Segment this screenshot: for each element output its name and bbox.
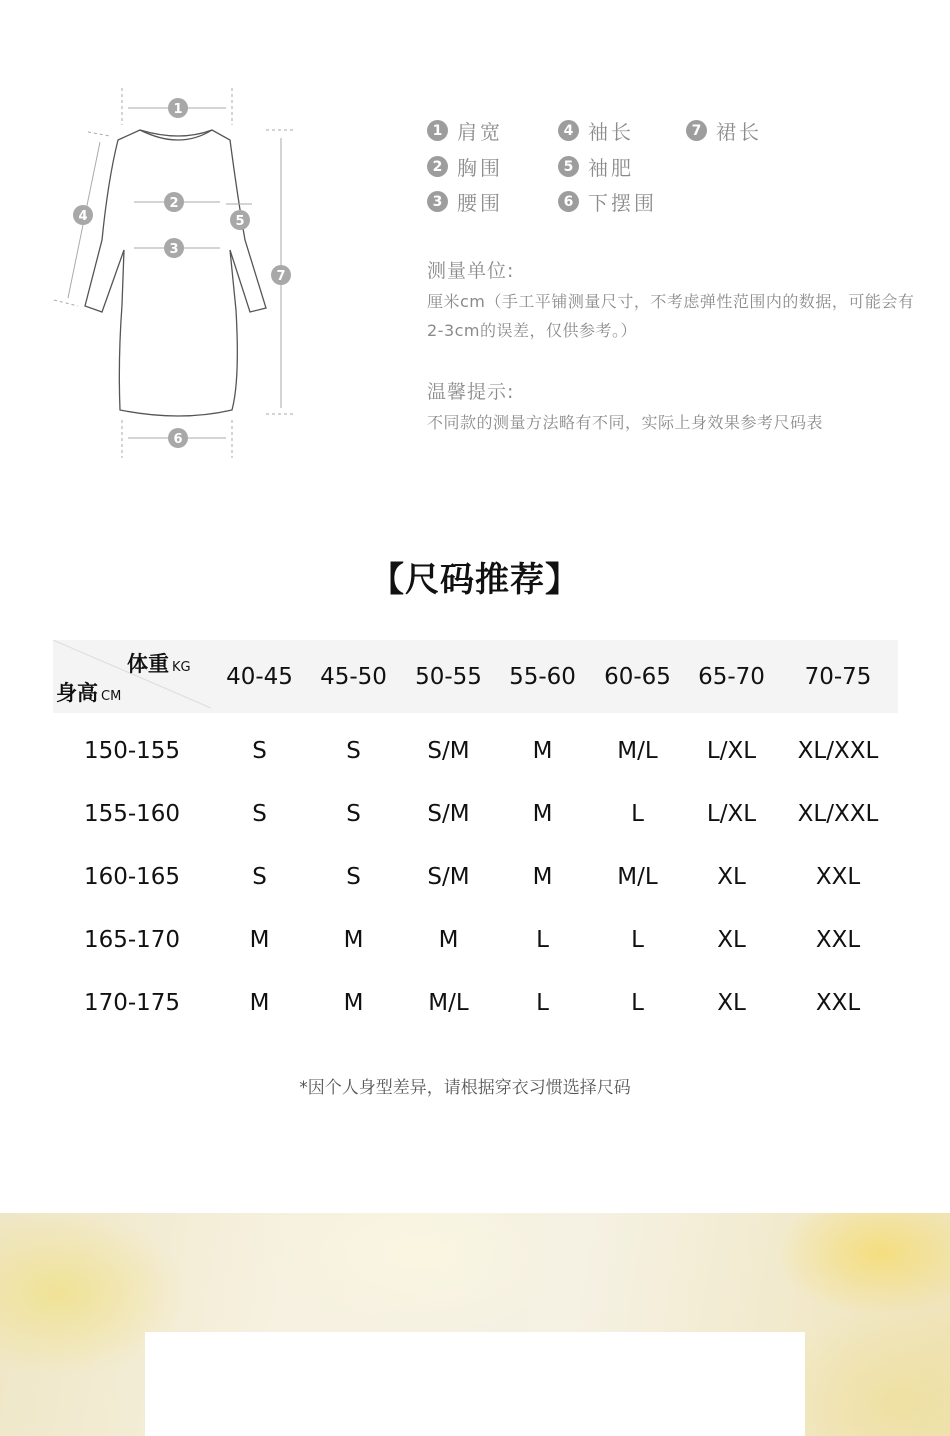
size-cell: S bbox=[346, 863, 361, 890]
height-cell: 150-155 bbox=[83, 737, 181, 764]
legend-label: 下摆围 bbox=[588, 191, 657, 215]
svg-text:3: 3 bbox=[169, 242, 179, 257]
size-cell: M bbox=[343, 989, 364, 1016]
legend-item bbox=[427, 116, 503, 145]
legend-item bbox=[558, 152, 634, 181]
legend-item bbox=[427, 187, 503, 216]
height-cell: 165-170 bbox=[83, 926, 181, 953]
column-header: 65-70 bbox=[698, 663, 765, 690]
table-row bbox=[53, 971, 898, 1034]
table-corner bbox=[53, 640, 211, 713]
legend-label: 肩宽 bbox=[457, 120, 503, 144]
size-cell: L bbox=[631, 989, 644, 1016]
svg-text:2: 2 bbox=[169, 196, 179, 211]
number-badge: 5 bbox=[558, 156, 579, 177]
legend-item bbox=[686, 116, 762, 145]
legend-label: 裙长 bbox=[716, 120, 762, 144]
size-cell: XL/XXL bbox=[797, 737, 879, 764]
legend-label: 袖长 bbox=[588, 120, 634, 144]
measure-unit-title: 测量单位: bbox=[427, 260, 515, 282]
svg-text:1: 1 bbox=[173, 102, 183, 117]
column-header: 55-60 bbox=[509, 663, 576, 690]
size-cell: XXL bbox=[815, 926, 861, 953]
size-cell: M/L bbox=[428, 989, 469, 1016]
footnote: *因个人身型差异，请根据穿衣习惯选择尺码 bbox=[299, 1078, 631, 1098]
weight-header: 体重 KG bbox=[127, 652, 191, 676]
svg-text:6: 6 bbox=[173, 432, 183, 447]
legend-label: 腰围 bbox=[457, 191, 503, 215]
size-cell: M bbox=[343, 926, 364, 953]
column-header: 40-45 bbox=[226, 663, 293, 690]
banner-card bbox=[145, 1332, 805, 1436]
svg-text:7: 7 bbox=[276, 269, 286, 284]
size-cell: S bbox=[346, 737, 361, 764]
size-table bbox=[53, 640, 898, 1034]
size-cell: XXL bbox=[815, 989, 861, 1016]
size-cell: M bbox=[249, 989, 270, 1016]
number-badge: 7 bbox=[686, 120, 707, 141]
size-cell: S/M bbox=[427, 863, 470, 890]
height-cell: 160-165 bbox=[83, 863, 181, 890]
size-cell: XL bbox=[717, 926, 746, 953]
table-header bbox=[53, 640, 898, 713]
size-cell: XL bbox=[717, 863, 746, 890]
column-header: 60-65 bbox=[604, 663, 671, 690]
table-row bbox=[53, 845, 898, 908]
size-cell: L/XL bbox=[706, 800, 757, 827]
size-cell: S bbox=[252, 800, 267, 827]
size-cell: L/XL bbox=[706, 737, 757, 764]
size-cell: S bbox=[346, 800, 361, 827]
size-cell: L bbox=[631, 926, 644, 953]
height-header: 身高 CM bbox=[56, 681, 122, 705]
bottom-banner bbox=[0, 1213, 950, 1436]
size-cell: XXL bbox=[815, 863, 861, 890]
size-cell: S/M bbox=[427, 737, 470, 764]
legend-label: 袖肥 bbox=[588, 156, 634, 180]
tips-title: 温馨提示: bbox=[427, 381, 515, 403]
size-cell: S bbox=[252, 737, 267, 764]
size-cell: M bbox=[532, 800, 553, 827]
legend-item bbox=[558, 187, 657, 216]
size-cell: L bbox=[631, 800, 644, 827]
size-cell: M bbox=[438, 926, 459, 953]
size-cell: M bbox=[249, 926, 270, 953]
number-badge: 4 bbox=[558, 120, 579, 141]
table-row bbox=[53, 719, 898, 782]
column-header: 50-55 bbox=[415, 663, 482, 690]
size-cell: M/L bbox=[617, 737, 658, 764]
size-cell: L bbox=[536, 926, 549, 953]
table-row bbox=[53, 908, 898, 971]
column-header: 70-75 bbox=[804, 663, 872, 690]
tips-text: 不同款的测量方法略有不同，实际上身效果参考尺码表 bbox=[427, 413, 824, 432]
size-cell: M bbox=[532, 863, 553, 890]
legend-item bbox=[427, 152, 503, 181]
size-cell: XL bbox=[717, 989, 746, 1016]
size-cell: XL/XXL bbox=[797, 800, 879, 827]
svg-text:5: 5 bbox=[235, 214, 245, 229]
size-cell: M bbox=[532, 737, 553, 764]
svg-text:4: 4 bbox=[78, 209, 88, 224]
dress-diagram bbox=[40, 80, 310, 470]
section-title: 【尺码推荐】 bbox=[370, 560, 580, 600]
size-cell: S bbox=[252, 863, 267, 890]
size-cell: M/L bbox=[617, 863, 658, 890]
table-row bbox=[53, 782, 898, 845]
legend-item bbox=[558, 116, 634, 145]
number-badge: 6 bbox=[558, 191, 579, 212]
column-header: 45-50 bbox=[320, 663, 387, 690]
number-badge: 1 bbox=[427, 120, 448, 141]
size-cell: L bbox=[536, 989, 549, 1016]
number-badge: 3 bbox=[427, 191, 448, 212]
height-cell: 155-160 bbox=[83, 800, 181, 827]
height-cell: 170-175 bbox=[83, 989, 181, 1016]
measurement-legend bbox=[427, 112, 907, 222]
measure-unit-text: 厘米cm（手工平铺测量尺寸，不考虑弹性范围内的数据，可能会有2-3cm的误差，仅供参考。） bbox=[427, 292, 915, 340]
legend-label: 胸围 bbox=[457, 156, 503, 180]
size-cell: S/M bbox=[427, 800, 470, 827]
number-badge: 2 bbox=[427, 156, 448, 177]
